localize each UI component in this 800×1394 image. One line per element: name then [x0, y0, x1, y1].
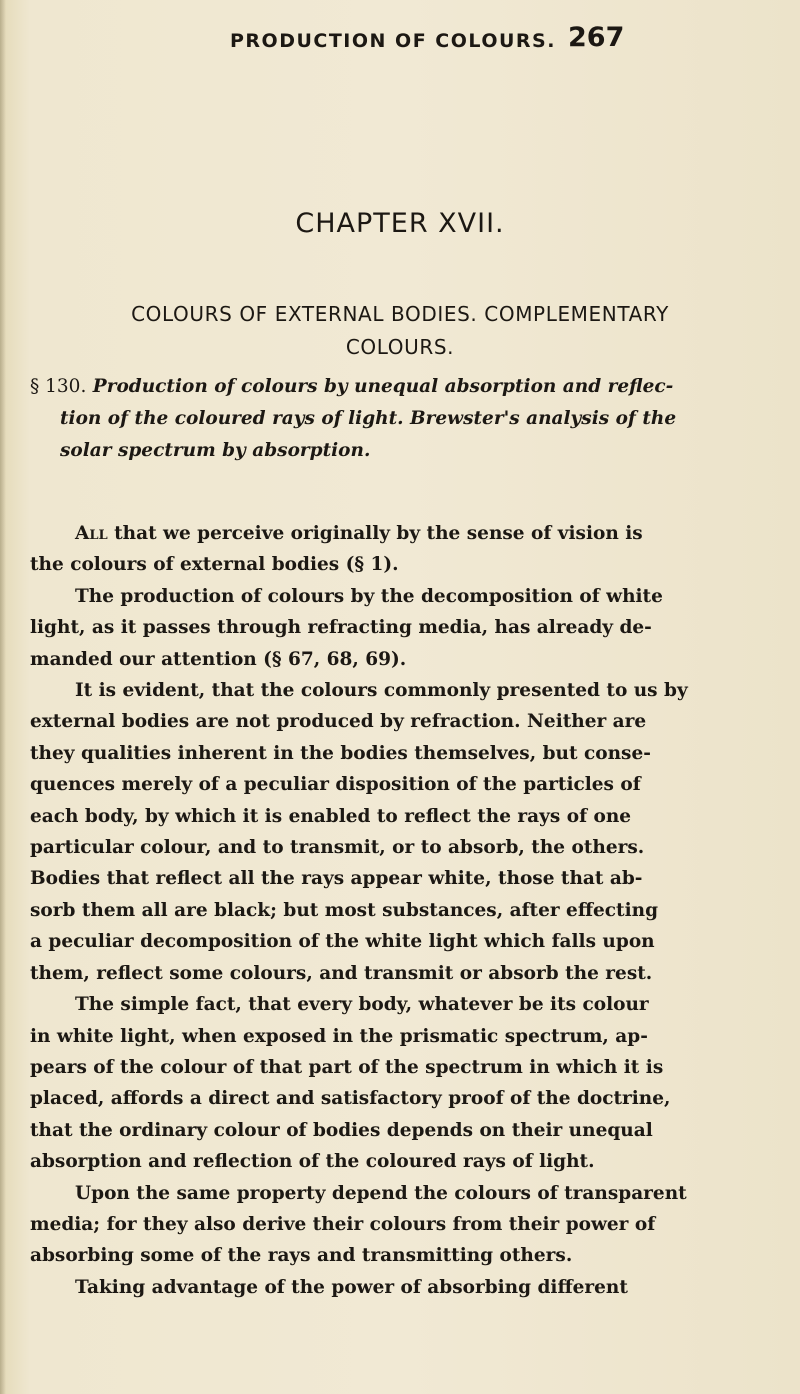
- paragraph-line: Upon the same property depend the colours of transparent: [75, 1182, 687, 1204]
- running-head: PRODUCTION OF COLOURS.: [230, 30, 556, 52]
- paragraph-line: The simple fact, that every body, whatever be its colour: [75, 994, 649, 1016]
- page-header: [0, 22, 800, 62]
- section-heading-line: solar spectrum by absorption.: [60, 440, 371, 461]
- section-heading: [30, 371, 790, 467]
- paragraph-line: that the ordinary colour of bodies depends on their unequal: [30, 1119, 653, 1141]
- paragraph-line: [30, 518, 790, 549]
- paragraph-line: Taking advantage of the power of absorbing different: [75, 1276, 628, 1298]
- paragraph-line: absorbing some of the rays and transmitting others.: [30, 1245, 573, 1267]
- paragraph-line: manded our attention (§ 67, 68, 69).: [30, 648, 407, 670]
- chapter-subtitle: [40, 298, 760, 364]
- section-heading-line: [30, 371, 790, 403]
- paragraph-line: sorb them all are black; but most substances, after effecting: [30, 899, 659, 921]
- chapter-title: CHAPTER XVII.: [295, 208, 505, 239]
- chapter-subtitle-line: COLOURS.: [345, 335, 455, 359]
- paragraph-line: particular colour, and to transmit, or to absorb, the others.: [30, 837, 645, 859]
- paragraph-line: they qualities inherent in the bodies themselves, but conse-: [30, 742, 651, 764]
- paragraph-line: It is evident, that the colours commonly presented to us by: [75, 680, 688, 702]
- paragraph-line: placed, affords a direct and satisfactory proof of the doctrine,: [30, 1088, 671, 1110]
- paragraph-line: media; for they also derive their colours from their power of: [30, 1213, 656, 1235]
- paragraph-line: them, reflect some colours, and transmit or absorb the rest.: [30, 962, 653, 984]
- paragraph-line-text: that we perceive originally by the sense of vision is: [107, 523, 643, 544]
- paragraph-line: each body, by which it is enabled to reflect the rays of one: [30, 805, 632, 827]
- paragraph-line: a peculiar decomposition of the white light which falls upon: [30, 931, 655, 953]
- chapter-subtitle-line: COLOURS OF EXTERNAL BODIES. COMPLEMENTARY: [131, 302, 669, 326]
- page-number: 267: [568, 22, 625, 53]
- body-text: [30, 518, 790, 1303]
- paragraph-line: the colours of external bodies (§ 1).: [30, 554, 399, 576]
- paragraph-line: external bodies are not produced by refraction. Neither are: [30, 711, 647, 733]
- paragraph-line: absorption and reflection of the coloured rays of light.: [30, 1151, 595, 1173]
- paragraph-line: Bodies that reflect all the rays appear white, those that ab-: [30, 868, 643, 890]
- paragraph-line: in white light, when exposed in the prismatic spectrum, ap-: [30, 1025, 648, 1047]
- paragraph-line: pears of the colour of that part of the spectrum in which it is: [30, 1056, 664, 1078]
- section-heading-line: tion of the coloured rays of light. Brewster's analysis of the: [60, 408, 677, 429]
- paragraph-line: The production of colours by the decomposition of white: [75, 585, 663, 607]
- section-number: § 130.: [30, 376, 87, 397]
- paragraph-line: quences merely of a peculiar disposition of the particles of: [30, 774, 641, 796]
- paragraph-line: light, as it passes through refracting media, has already de-: [30, 617, 652, 639]
- opening-word: All: [75, 523, 108, 544]
- section-heading-text: Production of colours by unequal absorption and reflec-: [92, 376, 674, 397]
